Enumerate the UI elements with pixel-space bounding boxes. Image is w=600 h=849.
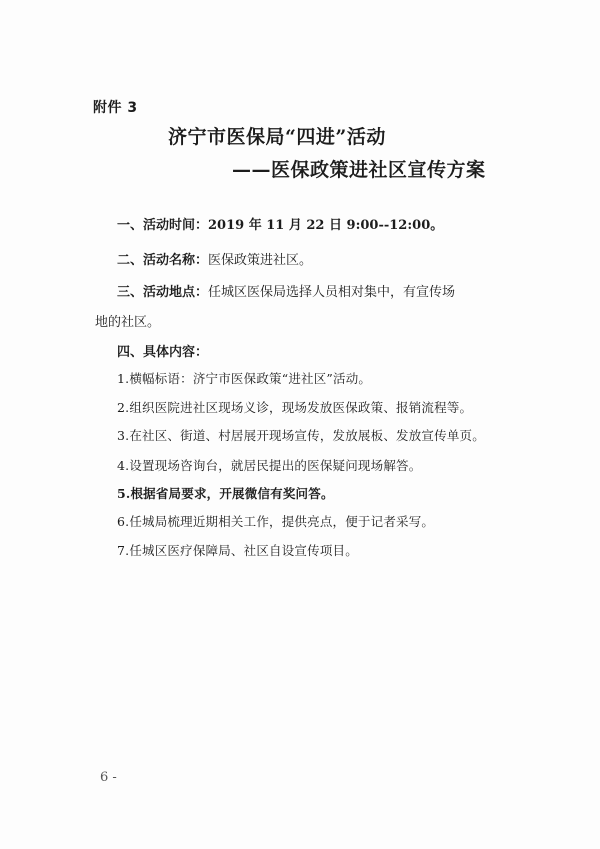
- content-item-7: 7.任城区医疗保障局、社区自设宣传项目。: [117, 543, 358, 558]
- section-location: [117, 281, 455, 300]
- content-item-4: 4.设置现场咨询台，就居民提出的医保疑问现场解答。: [117, 458, 422, 473]
- section-location-continuation: 地的社区。: [95, 315, 161, 330]
- section-location-label: 三、活动地点：: [117, 285, 209, 300]
- section-location-value: 任城区医保局选择人员相对集中，有宣传场: [208, 285, 456, 300]
- content-item-3: 3.在社区、街道、村居展开现场宣传，发放展板、发放宣传单页。: [117, 428, 485, 443]
- section-name-value: 医保政策进社区。: [208, 253, 313, 268]
- document-title: 济宁市医保局“四进”活动: [168, 126, 386, 148]
- section-time-value: 2019 年 11 月 22 日 9:00--12:00。: [208, 218, 444, 233]
- content-item-5: 5.根据省局要求，开展微信有奖问答。: [117, 486, 334, 501]
- document-subtitle: ——医保政策进社区宣传方案: [232, 159, 486, 181]
- section-name-label: 二、活动名称：: [117, 253, 209, 268]
- section-time-label: 一、活动时间：: [117, 218, 209, 233]
- section-time: [117, 214, 443, 233]
- content-item-6: 6.任城局梳理近期相关工作，提供亮点，便于记者采写。: [117, 514, 435, 529]
- section-content: [117, 341, 208, 360]
- section-name: [117, 249, 312, 268]
- page-number: 6 -: [100, 770, 117, 785]
- content-item-2: 2.组织医院进社区现场义诊，现场发放医保政策、报销流程等。: [117, 400, 473, 415]
- attachment-label: 附件 3: [93, 100, 138, 116]
- content-item-1: 1.横幅标语：济宁市医保政策“进社区”活动。: [117, 371, 372, 386]
- section-content-label: 四、具体内容：: [117, 345, 209, 360]
